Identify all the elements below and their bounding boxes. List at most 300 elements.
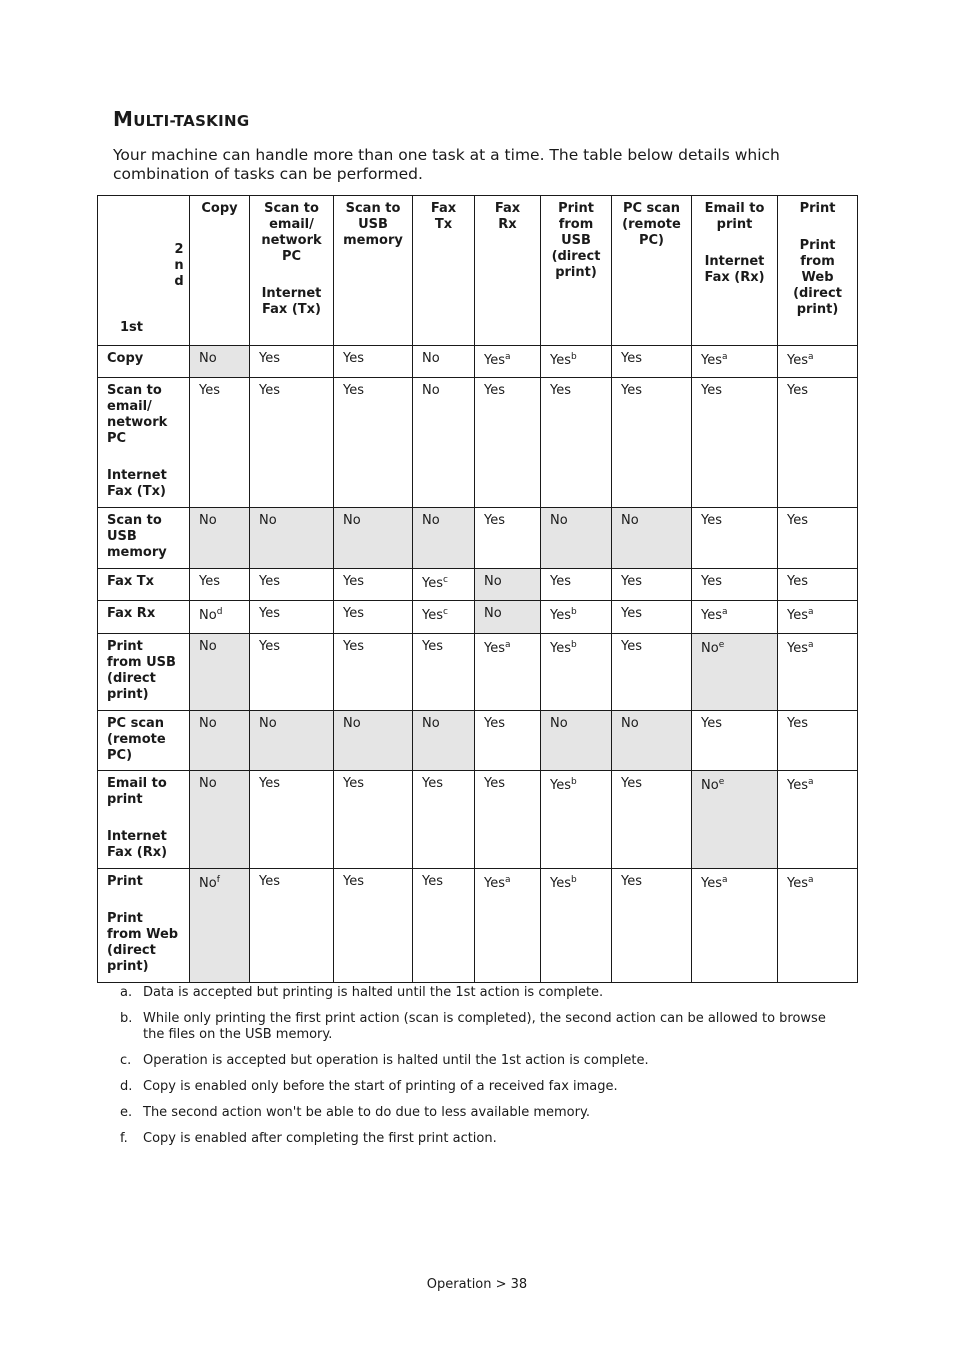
cell-value: Yes [701,353,722,368]
table-row [98,508,858,569]
table-cell [612,711,692,771]
table-cell [612,508,692,569]
table-cell [778,601,858,634]
cell-value: Yes [787,574,808,589]
cell-value: Yes [484,776,505,791]
footnote-item [120,1105,840,1121]
table-row [98,569,858,601]
text-line: Fax [494,201,521,216]
table-cell [250,346,334,378]
cell-value: No [259,716,277,731]
cell-value: No [422,716,440,731]
text-line: Print [107,639,143,654]
footnote-marker: a. [120,985,133,1000]
table-cell [692,378,778,508]
text-line: print [716,217,753,232]
text-line: PC) [638,233,664,248]
footnote-text: Copy is enabled only before the start of printing of a received fax image. [143,1079,618,1094]
footnote-ref: a [808,777,814,787]
table-cell [475,378,541,508]
text-line: from [800,254,835,269]
table-cell [413,771,475,869]
footnote-item [120,985,840,1001]
header-row [98,196,858,346]
text-line: Copy [107,351,144,366]
table-cell [475,711,541,771]
table-cell [612,771,692,869]
footnotes [120,985,840,1157]
cell-value: Yes [484,716,505,731]
table-cell [778,378,858,508]
table-cell [541,601,612,634]
column-header [250,196,334,346]
text-line: Tx [434,217,453,232]
cell-value: No [343,513,361,528]
cell-value: Yes [484,641,505,656]
table-cell [541,711,612,771]
cell-value: Yes [484,876,505,891]
cell-value: Yes [550,778,571,793]
footnote-ref: b [571,607,577,617]
cell-value: Yes [701,574,722,589]
text-line: (direct [107,671,156,686]
cell-value: No [422,351,440,366]
cell-value: Yes [621,606,642,621]
cell-value: Yes [701,608,722,623]
text-line: Scan to [107,383,162,398]
table-cell [190,601,250,634]
cell-value: Yes [343,574,364,589]
table-cell [250,378,334,508]
table-cell [541,569,612,601]
footnote-ref: f [216,875,220,885]
cell-value: Yes [550,574,571,589]
cell-value: Yes [343,874,364,889]
text-line: (remote [107,732,166,747]
footnote-marker: f. [120,1131,128,1146]
cell-value: Yes [550,353,571,368]
cell-value: Yes [787,383,808,398]
table-cell [190,869,250,983]
table-cell [475,346,541,378]
table-cell [692,771,778,869]
text-line: Scan to [345,201,401,216]
table-cell [334,771,413,869]
cell-value: Yes [422,608,443,623]
footnote-text: Operation is accepted but operation is halted until the 1st action is complete. [143,1053,649,1068]
table-row [98,601,858,634]
table-cell [190,634,250,711]
row-header [98,771,190,869]
row-header [98,378,190,508]
row-header [98,634,190,711]
row-header [98,508,190,569]
footnote-ref: a [722,875,728,885]
table-row [98,634,858,711]
text-line: print) [107,687,149,702]
cell-value: No [199,716,217,731]
footnote-text: While only printing the first print action (scan is completed), the second action can be allowed to browse the files on the USB memory. [143,1011,826,1042]
cell-value: Yes [787,608,808,623]
text-line: email/ [107,399,152,414]
footnote-item [120,1011,840,1043]
text-line: Scan to [264,201,319,216]
row-header [98,711,190,771]
table-cell [612,869,692,983]
table-cell [475,508,541,569]
cell-value: No [484,574,502,589]
table-cell [692,346,778,378]
table-cell [190,771,250,869]
cell-value: Yes [422,874,443,889]
text-line: Print [107,911,143,926]
second-action-label [172,242,186,290]
table-cell [413,508,475,569]
cell-value: No [343,716,361,731]
text-line: (direct [107,943,156,958]
table-cell [778,569,858,601]
table-cell [190,508,250,569]
cell-value: Yes [787,876,808,891]
table-cell [778,771,858,869]
first-action-label: 1st [120,320,143,335]
cell-value: No [199,351,217,366]
text-line: print) [796,302,839,317]
cell-value: Yes [343,776,364,791]
text-line: USB [561,233,591,248]
text-line: Fax Rx [107,606,156,621]
table-cell [475,601,541,634]
footnote-text: Data is accepted but printing is halted until the 1st action is complete. [143,985,604,1000]
cell-value: Yes [621,874,642,889]
footnote-ref: e [718,640,725,650]
footnote-ref: b [571,777,577,787]
table-cell [541,508,612,569]
table-cell [334,346,413,378]
cell-value: Yes [787,778,808,793]
text-line: Internet [261,286,322,301]
second-char: n [174,258,184,273]
table-cell [334,378,413,508]
text-line: network [107,415,168,430]
text-line: Copy [201,201,238,216]
table-row [98,711,858,771]
table-cell [692,711,778,771]
footnote-ref: a [808,352,814,362]
column-header [541,196,612,346]
heading-rest: ULTI-TASKING [133,112,250,130]
footnote-ref: a [505,875,511,885]
text-line: memory [107,545,167,560]
table-cell [541,634,612,711]
text-line: PC [107,431,127,446]
text-line: print) [107,959,149,974]
table-row [98,378,858,508]
column-header [475,196,541,346]
table-cell [612,569,692,601]
table-cell [413,711,475,771]
table-cell [541,771,612,869]
table-cell [413,346,475,378]
table-cell [190,711,250,771]
text-line: Print [107,874,143,889]
table-cell [778,869,858,983]
cell-value: No [621,716,639,731]
table-cell [612,601,692,634]
table-cell [541,346,612,378]
footnote-ref: d [216,607,223,617]
table-cell [334,601,413,634]
text-line: from [558,217,594,232]
cell-value: Yes [484,383,505,398]
cell-value: No [422,513,440,528]
table-cell [612,634,692,711]
footnote-ref: b [571,352,577,362]
table-cell [334,711,413,771]
table-cell [190,378,250,508]
footnote-text: Copy is enabled after completing the first print action. [143,1131,497,1146]
footnote-ref: c [443,575,448,585]
footnote-ref: c [443,607,448,617]
table-cell [541,869,612,983]
footnote-marker: e. [120,1105,133,1120]
page-footer: Operation > 38 [426,1277,528,1292]
table-cell [334,869,413,983]
table-cell [413,869,475,983]
text-line: print [107,792,143,807]
text-line: email/ [269,217,314,232]
cell-value: Yes [259,606,280,621]
table-cell [612,378,692,508]
row-header [98,569,190,601]
table-cell [778,711,858,771]
footnote-ref: a [808,607,814,617]
footnote-item [120,1131,840,1147]
second-char: d [174,274,184,289]
table-cell [250,869,334,983]
footnote-ref: b [571,875,577,885]
row-header [98,869,190,983]
text-line: (direct [793,286,842,301]
cell-value: Yes [621,351,642,366]
table-cell [692,508,778,569]
cell-value: Yes [259,574,280,589]
table-cell [190,346,250,378]
cell-value: Yes [787,353,808,368]
table-cell [541,378,612,508]
table-cell [778,346,858,378]
table-row [98,869,858,983]
table-cell [250,601,334,634]
text-line: Rx [498,217,517,232]
text-line: PC) [107,748,133,763]
table-cell [334,569,413,601]
footnote-item [120,1079,840,1095]
table-cell [778,634,858,711]
footnote-ref: a [808,875,814,885]
text-line: Fax (Tx) [262,302,321,317]
cell-value: Yes [259,776,280,791]
text-line: Email to [107,776,167,791]
heading-initial: M [113,107,134,131]
text-line: from Web [107,927,179,942]
text-line: Fax (Rx) [704,270,765,285]
column-header [413,196,475,346]
text-line: (direct [551,249,601,264]
cell-value: No [259,513,277,528]
cell-value: Yes [422,639,443,654]
cell-value: Yes [422,776,443,791]
row-header [98,346,190,378]
text-line: Internet [107,468,167,483]
text-line: Internet [704,254,765,269]
section-heading [113,107,249,131]
table-cell [413,569,475,601]
cell-value: Yes [701,513,722,528]
cell-value: Yes [701,716,722,731]
cell-value: No [199,876,217,891]
cell-value: Yes [621,639,642,654]
cell-value: No [199,776,217,791]
cell-value: No [701,641,719,656]
table-cell [250,508,334,569]
column-header [190,196,250,346]
footnote-text: The second action won't be able to do due to less available memory. [143,1105,590,1120]
cell-value: Yes [343,606,364,621]
text-line: Fax Tx [107,574,155,589]
footnote-ref: e [718,777,725,787]
corner-cell [98,196,190,346]
text-line: network [261,233,322,248]
footnote-ref: a [722,352,728,362]
column-header [692,196,778,346]
text-line: PC [281,249,302,264]
text-line: USB [358,217,388,232]
footnote-marker: b. [120,1011,133,1026]
text-line: Print [799,238,836,253]
cell-value: Yes [259,351,280,366]
text-line: Print [558,201,594,216]
table-row [98,346,858,378]
table-cell [475,569,541,601]
second-char: 2 [174,242,184,257]
text-line: Print [799,201,836,216]
cell-value: Yes [550,608,571,623]
table-cell [190,569,250,601]
cell-value: Yes [787,716,808,731]
cell-value: No [621,513,639,528]
cell-value: Yes [259,383,280,398]
table-cell [250,634,334,711]
table-cell [475,869,541,983]
cell-value: Yes [701,383,722,398]
cell-value: Yes [787,641,808,656]
cell-value: Yes [484,513,505,528]
cell-value: No [199,639,217,654]
cell-value: Yes [621,383,642,398]
cell-value: No [550,716,568,731]
cell-value: Yes [787,513,808,528]
cell-value: Yes [701,876,722,891]
cell-value: Yes [259,874,280,889]
footnote-ref: b [571,640,577,650]
text-line: PC scan [107,716,165,731]
footnote-ref: a [505,640,511,650]
table-cell [334,634,413,711]
multitasking-table [97,195,858,983]
cell-value: No [550,513,568,528]
cell-value: No [484,606,502,621]
table-cell [334,508,413,569]
text-line: from USB [107,655,176,670]
column-header [778,196,858,346]
table-cell [413,378,475,508]
cell-value: Yes [550,641,571,656]
cell-value: Yes [422,576,443,591]
cell-value: Yes [484,353,505,368]
column-header [612,196,692,346]
table-cell [692,634,778,711]
footnote-ref: a [505,352,511,362]
table-cell [250,569,334,601]
table-cell [413,634,475,711]
cell-value: No [199,608,217,623]
cell-value: Yes [199,383,220,398]
cell-value: No [701,778,719,793]
cell-value: Yes [199,574,220,589]
table-cell [475,771,541,869]
cell-value: Yes [343,351,364,366]
table-cell [250,771,334,869]
table-cell [692,601,778,634]
footnote-marker: c. [120,1053,132,1068]
footnote-item [120,1053,840,1069]
cell-value: No [199,513,217,528]
table-cell [413,601,475,634]
footnote-ref: a [808,640,814,650]
text-line: Web [801,270,834,285]
cell-value: Yes [343,383,364,398]
table-cell [692,569,778,601]
row-header [98,601,190,634]
cell-value: Yes [550,383,571,398]
table-cell [475,634,541,711]
table-cell [778,508,858,569]
text-line: Fax (Tx) [107,484,166,499]
table-cell [692,869,778,983]
text-line: memory [343,233,403,248]
cell-value: Yes [621,574,642,589]
table-row [98,771,858,869]
cell-value: Yes [259,639,280,654]
text-line: print) [555,265,597,280]
cell-value: Yes [550,876,571,891]
footnote-ref: a [722,607,728,617]
table-cell [612,346,692,378]
text-line: PC scan [622,201,681,216]
column-header [334,196,413,346]
text-line: USB [107,529,137,544]
intro-paragraph: Your machine can handle more than one task at a time. The table below details which combination of tasks can be performed. [113,146,780,183]
text-line: Fax (Rx) [107,845,168,860]
table-cell [250,711,334,771]
text-line: Fax [430,201,457,216]
cell-value: Yes [343,639,364,654]
cell-value: Yes [621,776,642,791]
text-line: (remote [622,217,681,232]
text-line: Scan to [107,513,162,528]
text-line: Internet [107,829,167,844]
